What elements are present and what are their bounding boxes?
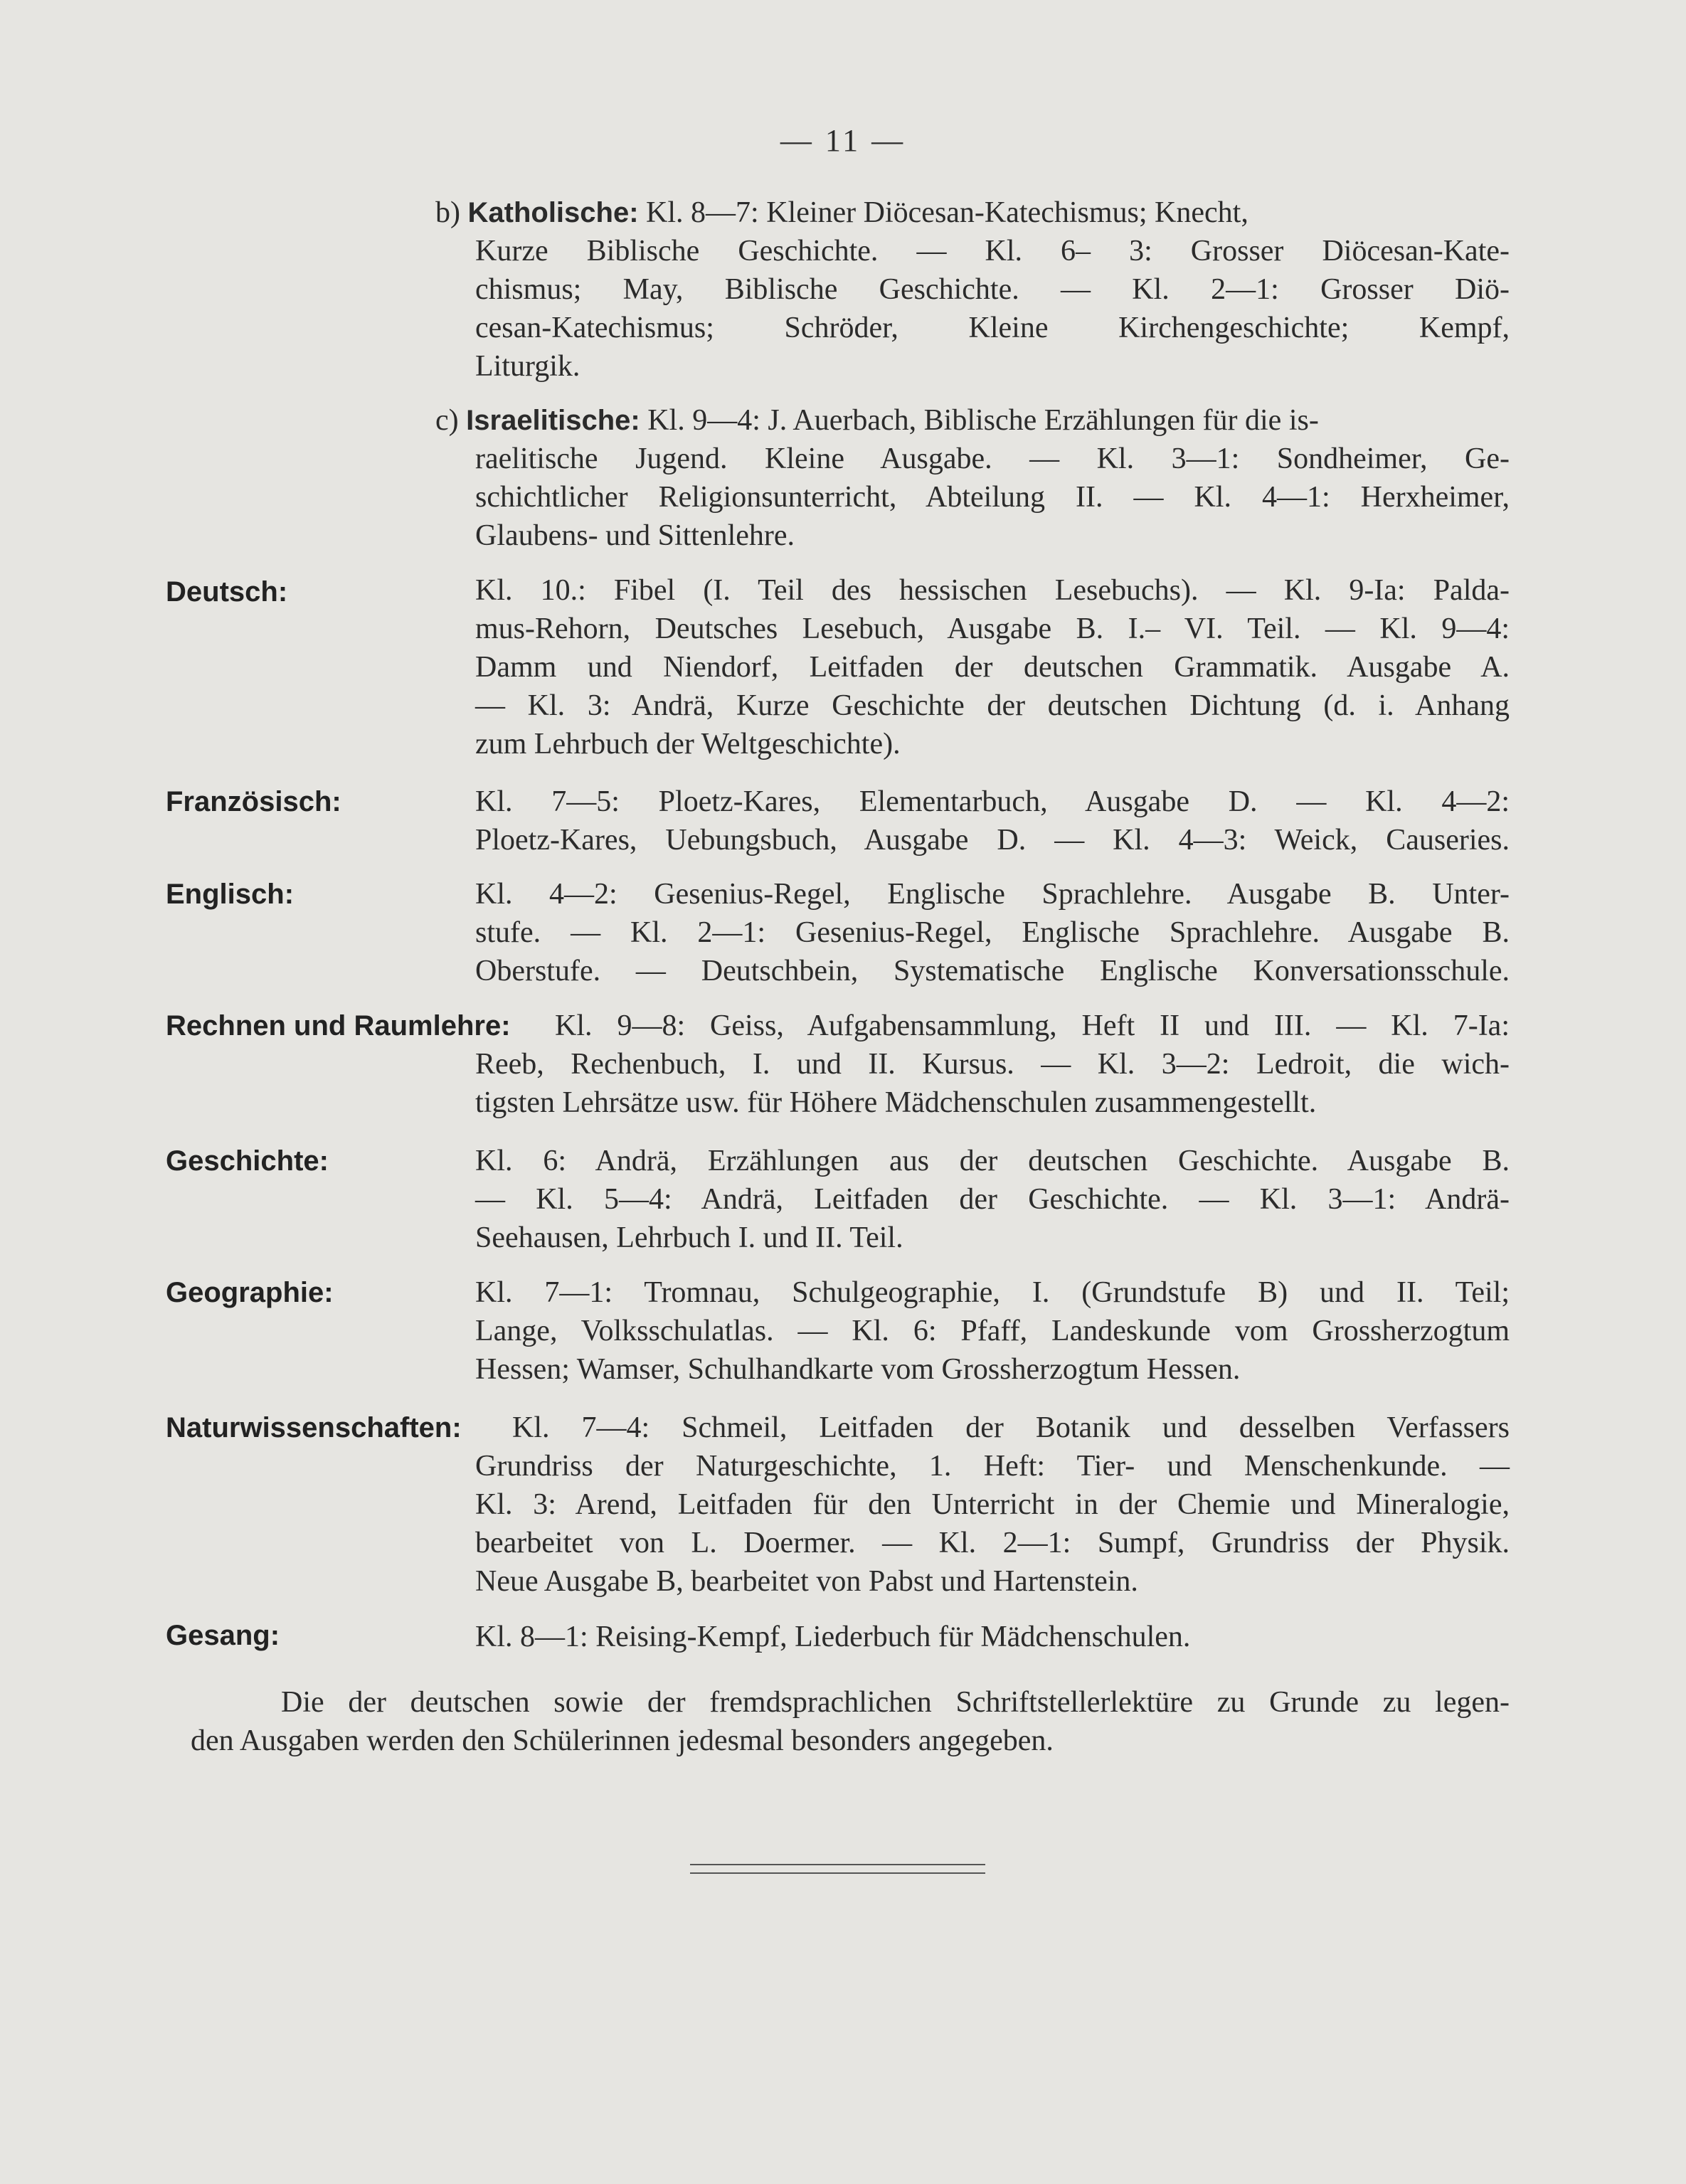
- israelitische-label: Israelitische:: [466, 405, 640, 436]
- page-number: — 11 —: [780, 123, 906, 158]
- geschichte-label: Geschichte:: [166, 1145, 329, 1177]
- deutsch-line-3: Damm und Niendorf, Leitfaden der deutschen Grammatik. Ausgabe A.: [475, 651, 1510, 684]
- closing-line-1: Die der deutschen sowie der fremdsprachlichen Schriftstellerlektüre zu Grunde zu legen-: [281, 1686, 1510, 1719]
- katholische-line-1: Kl. 8—7: Kleiner Diöcesan-Katechismus; Knecht,: [646, 196, 1248, 229]
- deutsch-line-2: mus-Rehorn, Deutsches Lesebuch, Ausgabe B. I.– VI. Teil. — Kl. 9—4:: [475, 613, 1510, 645]
- naturwissenschaften-line-5: Neue Ausgabe B, bearbeitet von Pabst und Hartenstein.: [475, 1565, 1138, 1598]
- naturwissenschaften-line-4: bearbeitet von L. Doermer. — Kl. 2—1: Sumpf, Grundriss der Physik.: [475, 1527, 1510, 1559]
- geographie-label: Geographie:: [166, 1277, 334, 1308]
- deutsch-line-5: zum Lehrbuch der Weltgeschichte).: [475, 728, 901, 760]
- deutsch-label: Deutsch:: [166, 576, 288, 608]
- deutsch-line-1: Kl. 10.: Fibel (I. Teil des hessischen Lesebuchs). — Kl. 9-Ia: Palda-: [475, 574, 1510, 607]
- franzoesisch-line-1: Kl. 7—5: Ploetz-Kares, Elementarbuch, Ausgabe D. — Kl. 4—2:: [475, 785, 1510, 818]
- rechnen-line-3: tigsten Lehrsätze usw. für Höhere Mädchenschulen zusammengestellt.: [475, 1086, 1317, 1119]
- englisch-line-2: stufe. — Kl. 2—1: Gesenius-Regel, Englische Sprachlehre. Ausgabe B.: [475, 916, 1510, 949]
- katholische-header-line: [435, 194, 1510, 232]
- englisch-line-3: Oberstufe. — Deutschbein, Systematische Englische Konversationsschule.: [475, 955, 1510, 987]
- geschichte-line-1: Kl. 6: Andrä, Erzählungen aus der deutschen Geschichte. Ausgabe B.: [475, 1145, 1510, 1177]
- englisch-label: Englisch:: [166, 879, 295, 910]
- rechnen-line-1: Kl. 9—8: Geiss, Aufgabensammlung, Heft II und III. — Kl. 7-Ia:: [555, 1009, 1510, 1042]
- naturwissenschaften-label: Naturwissenschaften:: [166, 1412, 462, 1443]
- rechnen-label: Rechnen und Raumlehre:: [166, 1010, 511, 1041]
- englisch-line-1: Kl. 4—2: Gesenius-Regel, Englische Sprachlehre. Ausgabe B. Unter-: [475, 878, 1510, 911]
- naturwissenschaften-line-3: Kl. 3: Arend, Leitfaden für den Unterricht in der Chemie und Mineralogie,: [475, 1488, 1510, 1521]
- geographie-line-3: Hessen; Wamser, Schulhandkarte vom Grossherzogtum Hessen.: [475, 1353, 1241, 1386]
- geographie-line-2: Lange, Volksschulatlas. — Kl. 6: Pfaff, Landeskunde vom Grossherzogtum: [475, 1315, 1510, 1347]
- katholische-line-3: chismus; May, Biblische Geschichte. — Kl. 2—1: Grosser Diö-: [475, 273, 1510, 306]
- israelitische-header-line: [435, 401, 1510, 440]
- geographie-line-1: Kl. 7—1: Tromnau, Schulgeographie, I. (Grundstufe B) und II. Teil;: [475, 1276, 1510, 1309]
- israelitische-line-3: schichtlicher Religionsunterricht, Abteilung II. — Kl. 4—1: Herxheimer,: [475, 481, 1510, 514]
- katholische-line-4: cesan-Katechismus; Schröder, Kleine Kirchengeschichte; Kempf,: [475, 312, 1510, 344]
- israelitische-line-2: raelitische Jugend. Kleine Ausgabe. — Kl. 3—1: Sondheimer, Ge-: [475, 442, 1510, 475]
- israelitische-line-1: Kl. 9—4: J. Auerbach, Biblische Erzählungen für die is-: [647, 404, 1319, 437]
- katholische-label: Katholische:: [467, 197, 639, 228]
- rechnen-line-2: Reeb, Rechenbuch, I. und II. Kursus. — Kl. 3—2: Ledroit, die wich-: [475, 1048, 1510, 1081]
- katholische-marker: b): [435, 196, 460, 229]
- naturwissenschaften-line-1: Kl. 7—4: Schmeil, Leitfaden der Botanik und desselben Verfassers: [512, 1411, 1510, 1444]
- closing-line-2: den Ausgaben werden den Schülerinnen jedesmal besonders angegeben.: [191, 1724, 1054, 1757]
- israelitische-line-4: Glaubens- und Sittenlehre.: [475, 519, 795, 552]
- franzoesisch-label: Französisch:: [166, 786, 341, 817]
- deutsch-line-4: — Kl. 3: Andrä, Kurze Geschichte der deutschen Dichtung (d. i. Anhang: [475, 689, 1510, 722]
- geschichte-line-2: — Kl. 5—4: Andrä, Leitfaden der Geschichte. — Kl. 3—1: Andrä-: [475, 1183, 1510, 1216]
- gesang-line-1: Kl. 8—1: Reising-Kempf, Liederbuch für Mädchenschulen.: [475, 1621, 1191, 1653]
- katholische-line-5: Liturgik.: [475, 350, 580, 383]
- naturwissenschaften-line-2: Grundriss der Naturgeschichte, 1. Heft: Tier- und Menschenkunde. —: [475, 1450, 1510, 1483]
- geschichte-line-3: Seehausen, Lehrbuch I. und II. Teil.: [475, 1221, 903, 1254]
- gesang-label: Gesang:: [166, 1620, 280, 1651]
- israelitische-marker: c): [435, 404, 459, 437]
- katholische-line-2: Kurze Biblische Geschichte. — Kl. 6– 3: Grosser Diöcesan-Kate-: [475, 235, 1510, 267]
- franzoesisch-line-2: Ploetz-Kares, Uebungsbuch, Ausgabe D. — Kl. 4—3: Weick, Causeries.: [475, 824, 1510, 857]
- end-rule: [690, 1864, 985, 1874]
